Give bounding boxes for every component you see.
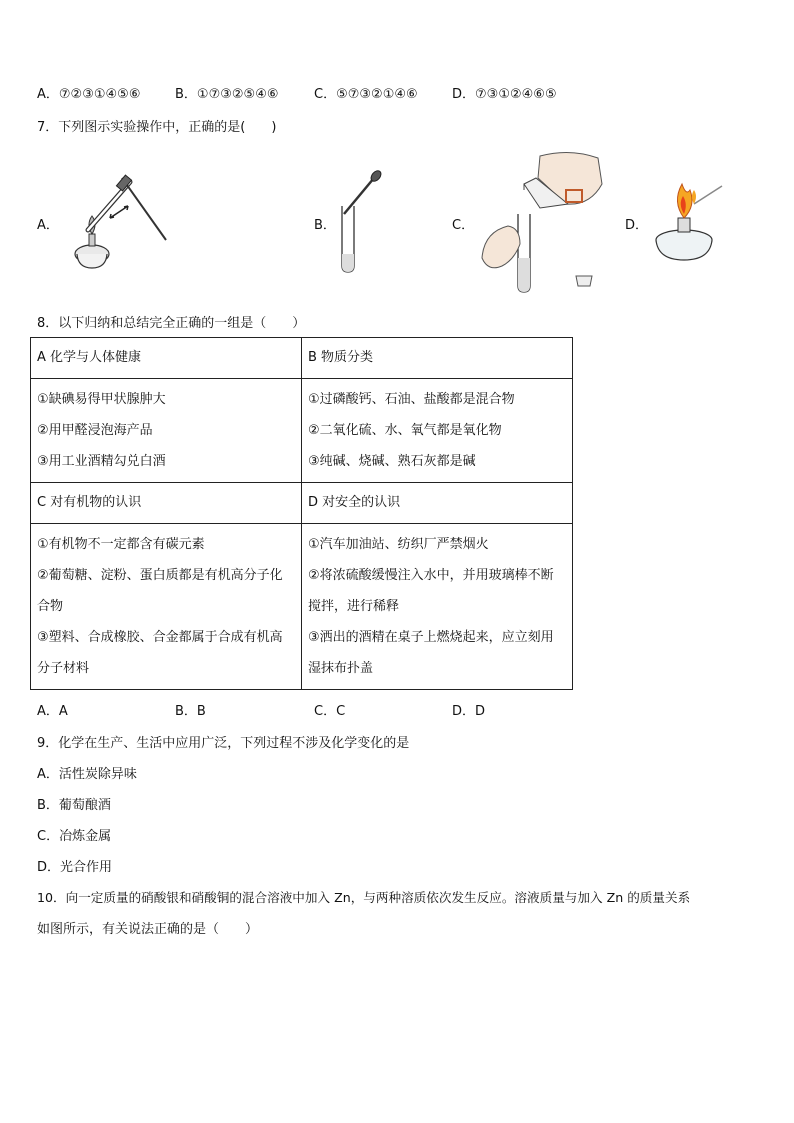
- q8-b-line-1: ①过磷酸钙、石油、盐酸都是混合物: [308, 392, 515, 407]
- q8-option-c: C．C: [314, 704, 346, 719]
- q8-c-line-3: ③塑料、合成橡胶、合金都属于合成有机高分子材料: [37, 630, 283, 676]
- q6-option-d: D．⑦③①②④⑥⑤: [452, 87, 557, 102]
- q7-label-a: A．: [37, 218, 59, 233]
- q8-option-b: B．B: [175, 704, 206, 719]
- q9-option-c: C．冶炼金属: [37, 829, 112, 844]
- pouring-liquid-illustration: [480, 148, 610, 293]
- q9-option-b: B．葡萄酿酒: [37, 798, 111, 813]
- q8-table: [30, 337, 573, 690]
- q8-c-line-1: ①有机物不一定都含有碳元素: [37, 537, 205, 552]
- q6-option-b: B．①⑦③②⑤④⑥: [175, 87, 279, 102]
- q8-option-d: D．D: [452, 704, 486, 719]
- q7-label-d: D．: [625, 218, 649, 233]
- q8-cell-c-head: C 对有机物的认识: [31, 483, 302, 524]
- q8-cell-a-head: A 化学与人体健康: [31, 338, 302, 379]
- q8-cell-c-body: [31, 524, 302, 690]
- alcohol-lamp-illustration: [650, 178, 730, 268]
- q7-label-b: B．: [314, 218, 336, 233]
- q6-option-c: C．⑤⑦③②①④⑥: [314, 87, 418, 102]
- q8-a-line-3: ③用工业酒精勾兑白酒: [37, 454, 166, 469]
- heating-test-tube-illustration: [70, 168, 180, 278]
- q8-cell-d-body: [302, 524, 573, 690]
- q8-d-line-2: ②将浓硫酸缓慢注入水中，并用玻璃棒不断搅拌，进行稀释: [308, 568, 554, 614]
- q8-cell-b-body: [302, 379, 573, 483]
- q8-b-line-2: ②二氧化硫、水、氧气都是氧化物: [308, 423, 502, 438]
- q10-stem-line-1: 10．向一定质量的硝酸银和硝酸铜的混合溶液中加入 Zn，与两种溶质依次发生反应。溶液质量与加入 Zn 的质量关系: [37, 890, 691, 905]
- q8-stem: 8．以下归纳和总结完全正确的一组是（ ）: [37, 316, 306, 331]
- q8-a-line-1: ①缺碘易得甲状腺肿大: [37, 392, 166, 407]
- q8-cell-a-body: [31, 379, 302, 483]
- q6-option-a: A．⑦②③①④⑤⑥: [37, 87, 141, 102]
- q7-stem: 7．下列图示实验操作中，正确的是( ): [37, 120, 277, 135]
- q8-cell-d-head: D 对安全的认识: [302, 483, 573, 524]
- q8-a-line-2: ②用甲醛浸泡海产品: [37, 423, 153, 438]
- q8-b-line-3: ③纯碱、烧碱、熟石灰都是碱: [308, 454, 476, 469]
- q8-c-line-2: ②葡萄糖、淀粉、蛋白质都是有机高分子化合物: [37, 568, 283, 614]
- q9-option-d: D．光合作用: [37, 860, 113, 875]
- q8-d-line-3: ③洒出的酒精在桌子上燃烧起来，应立刻用湿抹布扑盖: [308, 630, 554, 676]
- q7-label-c: C．: [452, 218, 475, 233]
- q10-stem-line-2: 如图所示，有关说法正确的是（ ）: [37, 922, 259, 937]
- q9-option-a: A．活性炭除异味: [37, 767, 137, 782]
- dropper-test-tube-illustration: [330, 168, 390, 278]
- q8-option-a: A．A: [37, 704, 68, 719]
- q8-d-line-1: ①汽车加油站、纺织厂严禁烟火: [308, 537, 489, 552]
- q8-cell-b-head: B 物质分类: [302, 338, 573, 379]
- q9-stem: 9．化学在生产、生活中应用广泛，下列过程不涉及化学变化的是: [37, 736, 410, 751]
